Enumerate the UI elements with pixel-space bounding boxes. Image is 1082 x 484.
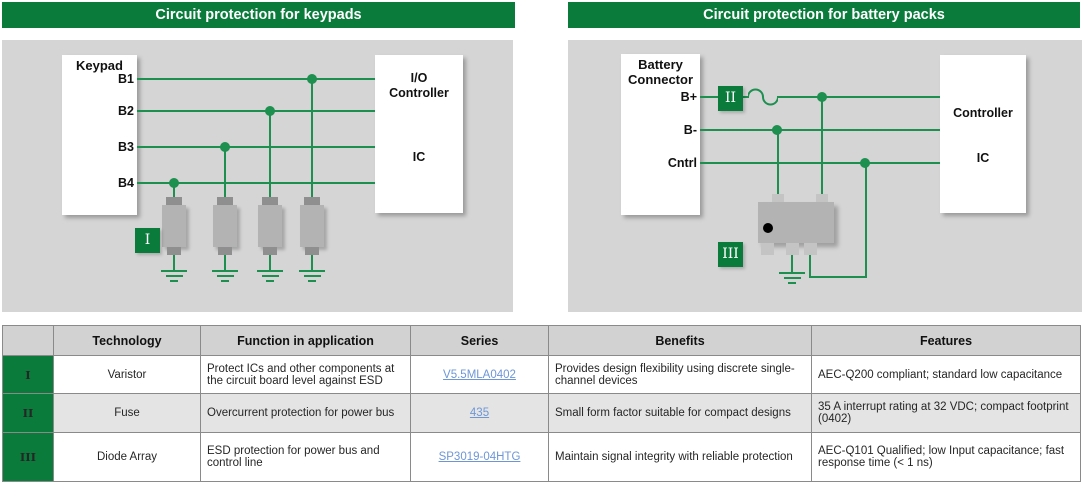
controller-label: Controller <box>953 106 1013 120</box>
junction-dot-b2 <box>265 106 275 116</box>
series-cell <box>411 356 549 394</box>
diode-array-pin <box>804 243 817 255</box>
wire-cntrl <box>700 162 940 164</box>
junction-dot-bminus <box>772 125 782 135</box>
diode-array-pin <box>786 243 799 255</box>
function-cell: Overcurrent protection for power bus <box>201 394 411 433</box>
features-cell: 35 A interrupt rating at 32 VDC; compact footprint (0402) <box>812 394 1081 433</box>
row-badge: I <box>3 356 54 394</box>
varistor-body <box>213 205 237 247</box>
varistor-badge: I <box>135 228 160 253</box>
features-cell: AEC-Q101 Qualified; low Input capacitance; fast response time (< 1 ns) <box>812 433 1081 482</box>
keypad-box <box>62 55 137 215</box>
series-cell <box>411 394 549 433</box>
varistor-cap <box>218 247 232 255</box>
technology-cell: Diode Array <box>54 433 201 482</box>
junction-dot-bplus <box>817 92 827 102</box>
ground-icon <box>161 270 187 282</box>
io-controller-box <box>375 55 463 213</box>
wire-b3 <box>137 146 375 148</box>
controller-box <box>940 55 1026 213</box>
varistor-cap <box>166 197 182 205</box>
junction-dot-b3 <box>220 142 230 152</box>
varistor-cap <box>217 197 233 205</box>
keypad-diagram-panel <box>2 40 513 312</box>
varistor-cap <box>304 197 320 205</box>
varistor-component <box>213 197 237 270</box>
varistor-cap <box>262 197 278 205</box>
varistor-component <box>258 197 282 270</box>
technology-cell: Fuse <box>54 394 201 433</box>
pin1-marker-icon <box>763 223 773 233</box>
keypad-box-title: Keypad <box>76 58 123 73</box>
varistor-component <box>162 197 186 270</box>
pin-label-b4: B4 <box>118 176 134 190</box>
row-badge: II <box>3 394 54 433</box>
pin-label-bplus: B+ <box>680 90 697 104</box>
wire-tap-b1 <box>311 78 313 198</box>
wire-cntrl-drop <box>865 162 867 278</box>
varistor-lead <box>269 255 271 270</box>
wire-cntrl-return <box>809 276 867 278</box>
function-cell: Protect ICs and other components at the circuit board level against ESD <box>201 356 411 394</box>
header-benefits: Benefits <box>549 326 812 356</box>
pin-label-b2: B2 <box>118 104 134 118</box>
header-technology: Technology <box>54 326 201 356</box>
wire-tap-b3 <box>224 146 226 198</box>
io-controller-ic: IC <box>412 150 426 164</box>
pin-label-bminus: B- <box>683 123 697 137</box>
table-row <box>3 356 1081 394</box>
features-cell: AEC-Q200 compliant; standard low capacitance <box>812 356 1081 394</box>
varistor-cap <box>167 247 181 255</box>
varistor-cap <box>263 247 277 255</box>
header-features: Features <box>812 326 1081 356</box>
diode-badge: III <box>718 242 743 267</box>
benefits-cell: Small form factor suitable for compact designs <box>549 394 812 433</box>
junction-dot-b4 <box>169 178 179 188</box>
varistor-body <box>162 205 186 247</box>
varistor-cap <box>305 247 319 255</box>
controller-ic: IC <box>976 151 990 165</box>
header-function: Function in application <box>201 326 411 356</box>
battery-diagram-panel <box>568 40 1082 312</box>
ground-icon <box>779 272 805 284</box>
header-series: Series <box>411 326 549 356</box>
series-link[interactable]: 435 <box>469 407 490 419</box>
varistor-lead <box>224 255 226 270</box>
series-cell <box>411 433 549 482</box>
battery-connector-title-line2: Connector <box>628 72 693 87</box>
varistor-lead <box>311 255 313 270</box>
varistor-lead <box>173 255 175 270</box>
diode-array-pin <box>761 243 774 255</box>
junction-dot-cntrl <box>860 158 870 168</box>
wire-pin-drop <box>809 255 811 276</box>
varistor-component <box>300 197 324 270</box>
table-row <box>3 394 1081 433</box>
io-controller-line1: I/O <box>410 71 428 85</box>
varistor-body <box>258 205 282 247</box>
wire-bminus-drop <box>777 129 779 194</box>
wire-bminus <box>700 129 940 131</box>
table-header-row <box>3 326 1081 356</box>
fuse-badge: II <box>718 86 743 111</box>
wire-b1 <box>137 78 375 80</box>
pin-label-cntrl: Cntrl <box>667 156 697 170</box>
pin-label-b3: B3 <box>118 140 134 154</box>
junction-dot-b1 <box>307 74 317 84</box>
function-cell: ESD protection for power bus and control line <box>201 433 411 482</box>
wire-bplus-drop <box>821 96 823 194</box>
io-controller-line2: Controller <box>389 86 449 100</box>
spec-table <box>2 325 1081 482</box>
ground-icon <box>299 270 325 282</box>
row-badge: III <box>3 433 54 482</box>
ground-icon <box>257 270 283 282</box>
technology-cell: Varistor <box>54 356 201 394</box>
ground-icon <box>212 270 238 282</box>
diode-array-ground-lead <box>791 255 793 272</box>
battery-connector-box <box>621 54 700 215</box>
table-row <box>3 433 1081 482</box>
wire-tap-b2 <box>269 110 271 198</box>
series-link[interactable]: SP3019-04HTG <box>438 451 521 463</box>
battery-connector-title-line1: Battery <box>638 57 683 72</box>
wire-b2 <box>137 110 375 112</box>
varistor-body <box>300 205 324 247</box>
benefits-cell: Maintain signal integrity with reliable protection <box>549 433 812 482</box>
battery-banner: Circuit protection for battery packs <box>568 2 1080 28</box>
keypad-banner: Circuit protection for keypads <box>2 2 515 28</box>
wire-bplus <box>777 96 940 98</box>
benefits-cell: Provides design flexibility using discrete single-channel devices <box>549 356 812 394</box>
fuse-icon <box>748 88 778 106</box>
series-link[interactable]: V5.5MLA0402 <box>443 368 516 381</box>
pin-label-b1: B1 <box>118 72 134 86</box>
header-badge <box>3 326 54 356</box>
